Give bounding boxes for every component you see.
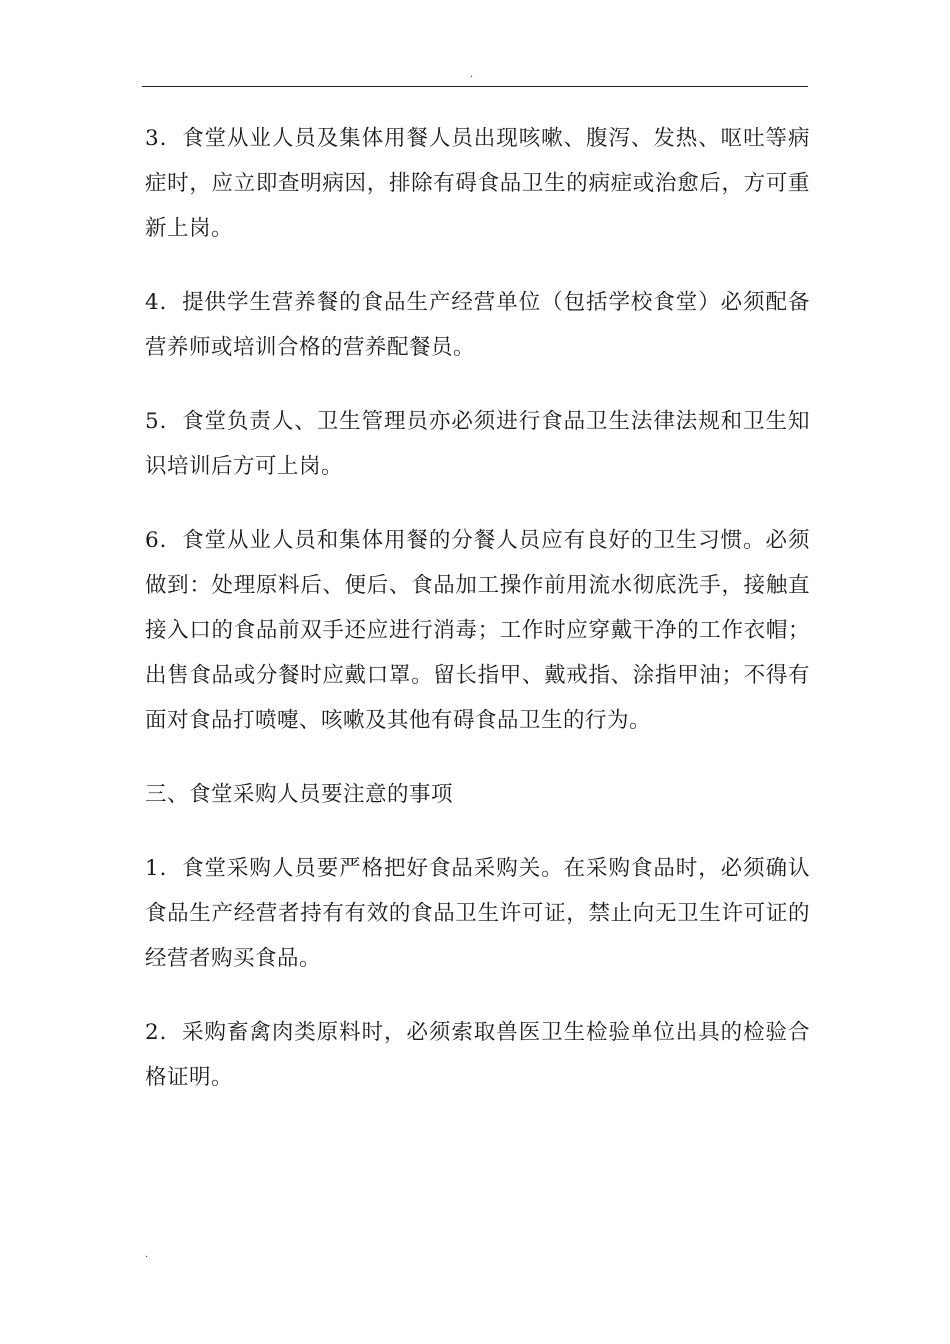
paragraph-item-3: 3．食堂从业人员及集体用餐人员出现咳嗽、腹泻、发热、呕吐等病症时，应立即查明病因，排除有碍食品卫生的病症或治愈后，方可重新上岗。	[145, 126, 810, 241]
document-body	[145, 116, 810, 1129]
header-rule	[142, 86, 808, 87]
paragraph-item-4: 4．提供学生营养餐的食品生产经营单位（包括学校食堂）必须配备营养师或培训合格的营养配餐员。	[145, 290, 810, 360]
header-mark: .	[470, 69, 474, 80]
paragraph-procurement-2: 2．采购畜禽肉类原料时，必须索取兽医卫生检验单位出具的检验合格证明。	[145, 1020, 810, 1090]
paragraph-procurement-1: 1．食堂采购人员要严格把好食品采购关。在采购食品时，必须确认食品生产经营者持有有效的食品卫生许可证，禁止向无卫生许可证的经营者购买食品。	[145, 856, 810, 971]
paragraph-item-6: 6．食堂从业人员和集体用餐的分餐人员应有良好的卫生习惯。必须做到：处理原料后、便后、食品加工操作前用流水彻底洗手，接触直接入口的食品前双手还应进行消毒；工作时应穿戴干净的工作衣帽；出售食品或分餐时应戴口罩。留长指甲、戴戒指、涂指甲油；不得有面对食品打喷嚏、咳嗽及其他有碍食品卫生的行为。	[145, 528, 810, 733]
section-heading: 三、食堂采购人员要注意的事项	[145, 782, 454, 807]
footer-mark: .	[145, 1249, 149, 1260]
paragraph-item-5: 5．食堂负责人、卫生管理员亦必须进行食品卫生法律法规和卫生知识培训后方可上岗。	[145, 409, 810, 479]
